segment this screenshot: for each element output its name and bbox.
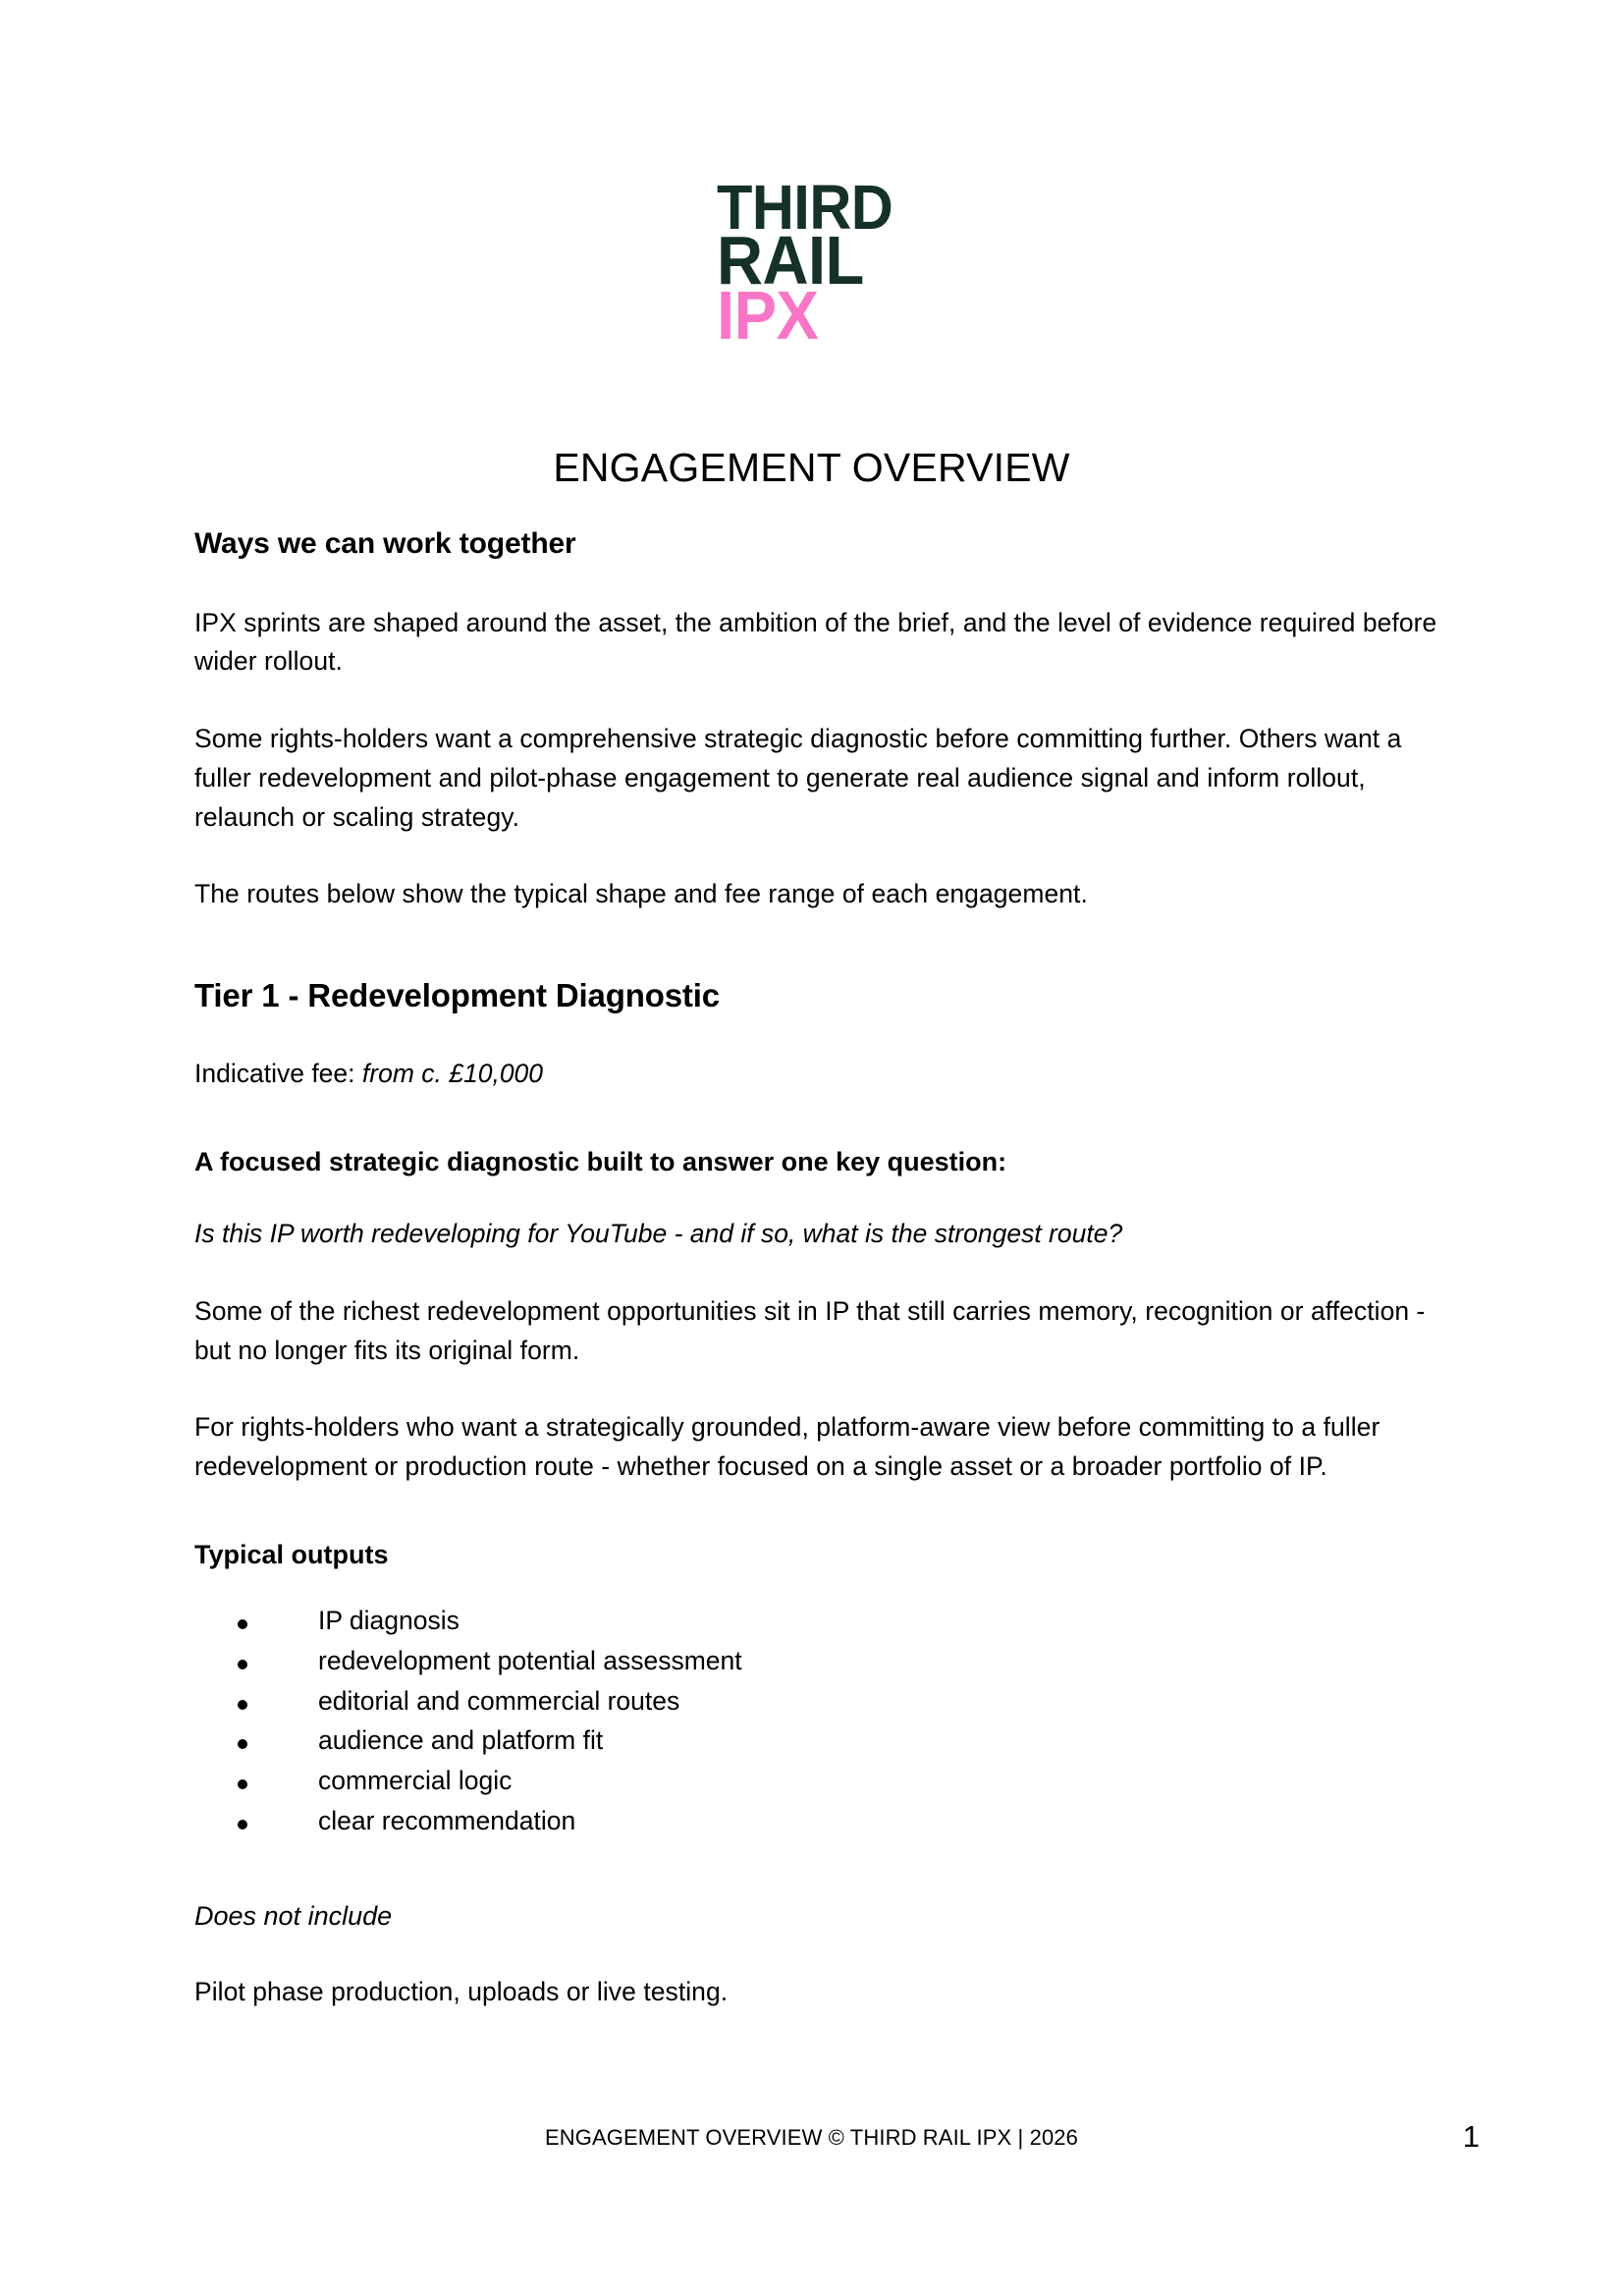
bullet-icon	[238, 1700, 247, 1710]
logo-wordmark	[717, 172, 906, 355]
document-body	[194, 525, 1441, 2012]
paragraph-richest-opportunities: Some of the richest redevelopment opportunities sit in IP that still carries memory, recognition or affection - but no longer fits its original form.	[194, 1295, 1426, 1365]
logo-line-third: THIRD	[717, 172, 893, 243]
page-title: ENGAGEMENT OVERVIEW	[553, 445, 1070, 491]
fee-label: Indicative fee:	[194, 1059, 355, 1089]
bullet-icon	[238, 1739, 247, 1749]
fee-value: from c. £10,000	[361, 1059, 544, 1089]
heading-focused-diagnostic: A focused strategic diagnostic built to answer one key question:	[194, 1147, 1007, 1176]
paragraph-routes-below: The routes below show the typical shape and fee range of each engagement.	[194, 879, 1088, 909]
list-item-label: IP diagnosis	[318, 1605, 460, 1635]
paragraph-rights-holders: Some rights-holders want a comprehensive strategic diagnostic before committing further. Others want a fuller redevelopment and pilot-phase engagement to generate real audience signal and inform rollout, relaunch or scaling strategy.	[194, 724, 1402, 832]
bullet-icon	[238, 1660, 247, 1669]
list-item-label: commercial logic	[318, 1766, 513, 1796]
brand-logo	[0, 172, 1623, 355]
paragraph-ipx-sprints: IPX sprints are shaped around the asset, the ambition of the brief, and the level of evidence required before wider rollout.	[194, 607, 1437, 677]
logo-line-rail: RAIL	[717, 222, 864, 300]
list-item	[238, 1605, 1441, 1648]
typical-outputs-list	[194, 1605, 1441, 1848]
heading-ways-we-can-work-together: Ways we can work together	[194, 527, 576, 560]
list-item-label: editorial and commercial routes	[318, 1685, 680, 1716]
logo-line-ipx: IPX	[717, 277, 819, 355]
list-item-label: clear recommendation	[318, 1806, 576, 1835]
heading-typical-outputs: Typical outputs	[194, 1539, 389, 1569]
heading-tier-1: Tier 1 - Redevelopment Diagnostic	[194, 977, 720, 1013]
list-item	[238, 1727, 1441, 1768]
list-item	[238, 1645, 1441, 1688]
paragraph-exclusions: Pilot phase production, uploads or live testing.	[194, 1976, 729, 2006]
page-footer	[0, 2119, 1623, 2178]
footer-copyright: ENGAGEMENT OVERVIEW © THIRD RAIL IPX | 2026	[545, 2125, 1078, 2150]
page-number: 1	[1462, 2119, 1480, 2154]
paragraph-for-rights-holders: For rights-holders who want a strategically grounded, platform-aware view before committing to a fuller redevelopment or production route - whether focused on a single asset or a broader portfolio of IP.	[194, 1412, 1380, 1482]
bullet-icon	[238, 1619, 247, 1629]
bullet-icon	[238, 1779, 247, 1789]
indicative-fee-line	[194, 1055, 1441, 1094]
bullet-icon	[238, 1820, 247, 1830]
list-item-label: audience and platform fit	[318, 1725, 604, 1756]
key-question: Is this IP worth redeveloping for YouTube - and if so, what is the strongest route?	[194, 1219, 1123, 1249]
list-item	[238, 1808, 1441, 1848]
heading-does-not-include: Does not include	[194, 1900, 393, 1931]
list-item	[238, 1768, 1441, 1808]
list-item	[238, 1685, 1441, 1728]
list-item-label: redevelopment potential assessment	[318, 1645, 742, 1675]
